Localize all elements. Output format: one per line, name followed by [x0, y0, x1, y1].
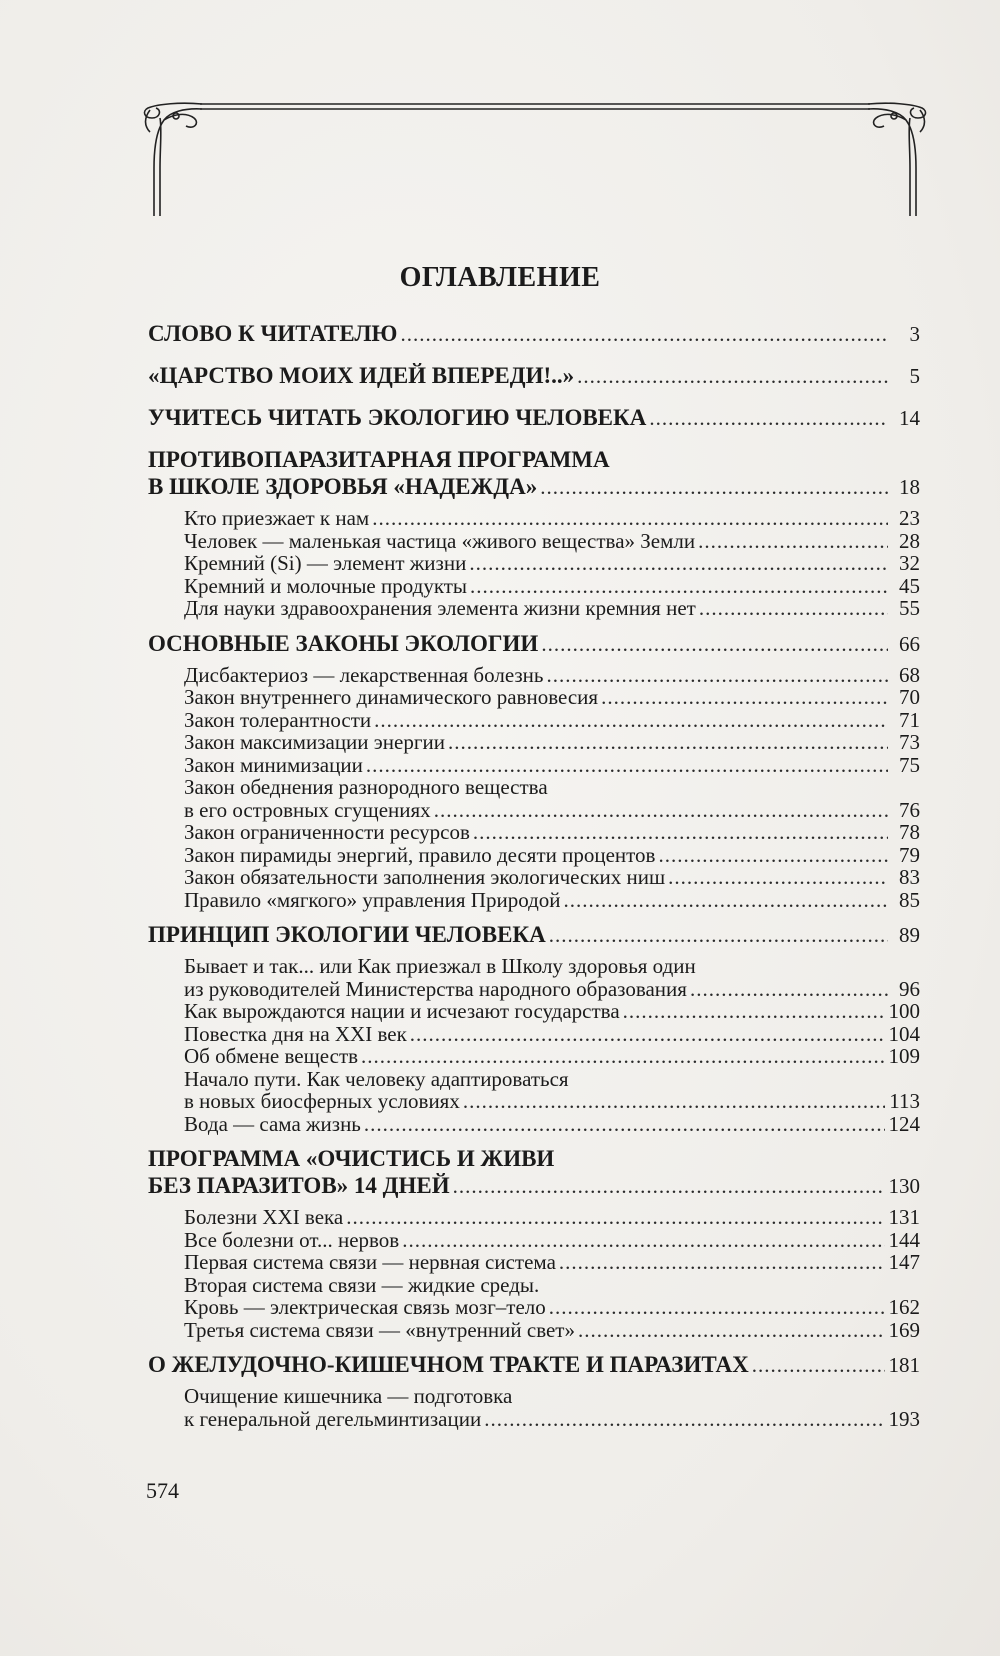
entry-page: 45	[899, 573, 920, 598]
toc-entry-kingdom-of-ideas	[148, 362, 920, 390]
decorative-header-frame	[140, 98, 930, 228]
entry-title: Человек — маленькая частица «живого вещества» Земли	[184, 528, 696, 553]
dot-leader	[453, 1173, 885, 1200]
toc-subentry	[148, 686, 920, 709]
toc-subentry	[148, 1296, 920, 1319]
dot-leader	[372, 507, 888, 530]
entry-title-line2: Кровь — электрическая связь мозг–тело	[184, 1295, 546, 1319]
toc-subentry	[148, 799, 920, 822]
dot-leader	[564, 889, 888, 912]
entry-title: О ЖЕЛУДОЧНО-КИШЕЧНОМ ТРАКТЕ И ПАРАЗИТАХ	[148, 1352, 749, 1377]
page-number: 574	[146, 1478, 179, 1503]
dot-leader	[364, 1113, 885, 1136]
entry-title: Закон пирамиды энергий, правило десяти процентов	[184, 842, 656, 867]
toc-subentry	[148, 1229, 920, 1252]
dot-leader	[752, 1352, 885, 1379]
table-of-contents	[148, 320, 920, 1430]
entry-page: 79	[899, 842, 920, 867]
dot-leader	[549, 922, 888, 949]
dot-leader	[469, 552, 888, 575]
entry-title-line2: к генеральной дегельминтизации	[184, 1406, 482, 1431]
toc-subentry	[148, 575, 920, 598]
dot-leader	[649, 405, 888, 432]
entry-title: СЛОВО К ЧИТАТЕЛЮ	[148, 321, 398, 346]
dot-leader	[547, 664, 888, 687]
entry-page: 144	[888, 1227, 920, 1252]
dot-leader	[470, 575, 888, 598]
entry-title: Закон обязательности заполнения экологических ниш	[184, 865, 666, 889]
dot-leader	[402, 1229, 884, 1252]
entry-page: 14	[899, 406, 920, 430]
entry-title: ПРИНЦИП ЭКОЛОГИИ ЧЕЛОВЕКА	[148, 922, 546, 947]
dot-leader	[623, 1000, 885, 1023]
entry-title: «ЦАРСТВО МОИХ ИДЕЙ ВПЕРЕДИ!..»	[148, 363, 575, 388]
entry-title-line1: ПРОГРАММА «ОЧИСТИСЬ И ЖИВИ	[148, 1146, 555, 1171]
entry-title-line1: Начало пути. Как человеку адаптироваться	[184, 1066, 569, 1091]
entry-page: 55	[899, 596, 920, 620]
entry-title: Третья система связи — «внутренний свет»	[184, 1317, 575, 1342]
entry-title: Повестка дня на XXI век	[184, 1021, 407, 1046]
entry-page: 100	[888, 999, 920, 1023]
dot-leader	[463, 1090, 885, 1113]
entry-page: 89	[899, 923, 920, 947]
entry-page: 96	[899, 976, 920, 1001]
dot-leader	[601, 686, 888, 709]
entry-page: 104	[888, 1021, 920, 1046]
entry-title: Дисбактериоз — лекарственная болезнь	[184, 662, 544, 687]
toc-subentry	[148, 664, 920, 687]
toc-subentry	[148, 1319, 920, 1342]
toc-subentry	[148, 1023, 920, 1046]
dot-leader	[578, 1319, 885, 1342]
toc-subentry	[148, 1090, 920, 1113]
entry-page: 181	[888, 1353, 920, 1377]
entry-title: Закон максимизации энергии	[184, 730, 445, 754]
toc-subentry	[148, 1045, 920, 1068]
entry-title: Как вырождаются нации и исчезают государства	[184, 999, 620, 1023]
entry-page: 85	[899, 887, 920, 912]
toc-subentry	[148, 709, 920, 732]
entry-title: Кремний и молочные продукты	[184, 573, 468, 598]
toc-subentry	[148, 1206, 920, 1229]
entry-title-line2: БЕЗ ПАРАЗИТОВ» 14 ДНЕЙ	[148, 1173, 450, 1198]
entry-page: 32	[899, 551, 920, 575]
toc-entry-human-ecology-principle	[148, 921, 920, 949]
entry-title: Для науки здравоохранения элемента жизни кремния нет	[184, 596, 696, 620]
toc-entry-antiparasitic-program	[148, 473, 920, 501]
toc-entry-cleanse-program	[148, 1172, 920, 1200]
dot-leader	[366, 754, 888, 777]
dot-leader	[540, 474, 888, 501]
entry-title-line1: Бывает и так... или Как приезжал в Школу здоровья один	[184, 954, 696, 978]
toc-subentry	[148, 530, 920, 553]
dot-leader	[400, 321, 888, 348]
entry-title: Кто приезжает к нам	[184, 506, 370, 530]
entry-page: 18	[899, 475, 920, 499]
entry-page: 68	[899, 662, 920, 687]
entry-title: Закон минимизации	[184, 752, 363, 777]
dot-leader	[473, 821, 888, 844]
entry-title-line1: Закон обеднения разнородного вещества	[184, 775, 548, 799]
dot-leader	[410, 1023, 885, 1046]
toc-entry-gi-tract	[148, 1351, 920, 1379]
entry-title: Все болезни от... нервов	[184, 1227, 400, 1252]
entry-title-line2: В ШКОЛЕ ЗДОРОВЬЯ «НАДЕЖДА»	[148, 474, 538, 499]
entry-page: 162	[888, 1295, 920, 1319]
dot-leader	[690, 978, 888, 1001]
dot-leader	[668, 866, 888, 889]
entry-title: ОСНОВНЫЕ ЗАКОНЫ ЭКОЛОГИИ	[148, 630, 539, 656]
toc-subentry	[148, 597, 920, 620]
entry-page: 71	[899, 707, 920, 732]
toc-entry-word-to-reader	[148, 320, 920, 348]
entry-page: 78	[899, 820, 920, 844]
entry-page: 83	[899, 865, 920, 889]
entry-title: Закон толерантности	[184, 707, 372, 732]
entry-page: 28	[899, 528, 920, 553]
dot-leader	[658, 844, 888, 867]
entry-page: 113	[889, 1089, 920, 1113]
entry-page: 5	[909, 364, 920, 388]
toc-subentry	[148, 1251, 920, 1274]
entry-page: 124	[888, 1111, 920, 1136]
entry-title: Вода — сама жизнь	[184, 1111, 361, 1136]
entry-page: 147	[888, 1250, 920, 1274]
entry-page: 169	[888, 1317, 920, 1342]
dot-leader	[541, 631, 888, 658]
entry-title-line1: Очищение кишечника — подготовка	[184, 1384, 513, 1408]
dot-leader	[361, 1045, 884, 1068]
toc-subentry	[148, 866, 920, 889]
toc-subentry	[148, 821, 920, 844]
entry-title: УЧИТЕСЬ ЧИТАТЬ ЭКОЛОГИЮ ЧЕЛОВЕКА	[148, 405, 647, 430]
entry-title-line2: из руководителей Министерства народного образования	[184, 976, 687, 1001]
entry-title: Правило «мягкого» управления Природой	[184, 887, 561, 912]
entry-title-line2: в новых биосферных условиях	[184, 1089, 460, 1113]
toc-subentry	[148, 507, 920, 530]
toc-subentry	[148, 844, 920, 867]
toc-subentry	[148, 552, 920, 575]
toc-entry-ecology-laws	[148, 630, 920, 658]
entry-page: 70	[899, 685, 920, 709]
entry-title: Закон внутреннего динамического равновесия	[184, 685, 599, 709]
entry-page: 131	[888, 1205, 920, 1229]
entry-title: Кремний (Si) — элемент жизни	[184, 551, 467, 575]
dot-leader	[698, 530, 888, 553]
toc-subentry	[148, 1113, 920, 1136]
entry-title: Первая система связи — нервная система	[184, 1250, 556, 1274]
entry-page: 66	[899, 631, 920, 656]
entry-page: 3	[909, 322, 920, 346]
toc-subentry	[148, 978, 920, 1001]
dot-leader	[549, 1296, 885, 1319]
toc-title: ОГЛАВЛЕНИЕ	[399, 262, 601, 293]
toc-subentry	[148, 889, 920, 912]
dot-leader	[577, 363, 888, 390]
entry-page: 130	[888, 1174, 920, 1198]
dot-leader	[559, 1251, 885, 1274]
entry-title-line1: ПРОТИВОПАРАЗИТАРНАЯ ПРОГРАММА	[148, 447, 610, 472]
dot-leader	[448, 731, 888, 754]
entry-page: 109	[888, 1044, 920, 1068]
dot-leader	[434, 799, 888, 822]
entry-title: Болезни XXI века	[184, 1205, 344, 1229]
dot-leader	[374, 709, 888, 732]
entry-page: 75	[899, 752, 920, 777]
toc-subentry	[148, 731, 920, 754]
dot-leader	[346, 1206, 884, 1229]
toc-subentry	[148, 1000, 920, 1023]
entry-title: Об обмене веществ	[184, 1044, 359, 1068]
dot-leader	[484, 1408, 884, 1431]
entry-page: 76	[899, 797, 920, 822]
entry-title: Закон ограниченности ресурсов	[184, 820, 470, 844]
toc-subentry	[148, 754, 920, 777]
entry-page: 193	[888, 1406, 920, 1431]
entry-page: 73	[899, 730, 920, 754]
entry-page: 23	[899, 506, 920, 530]
toc-subentry	[148, 1408, 920, 1431]
dot-leader	[699, 597, 888, 620]
entry-title-line2: в его островных сгущениях	[184, 797, 431, 822]
entry-title-line1: Вторая система связи — жидкие среды.	[184, 1272, 540, 1297]
toc-entry-read-ecology	[148, 404, 920, 432]
